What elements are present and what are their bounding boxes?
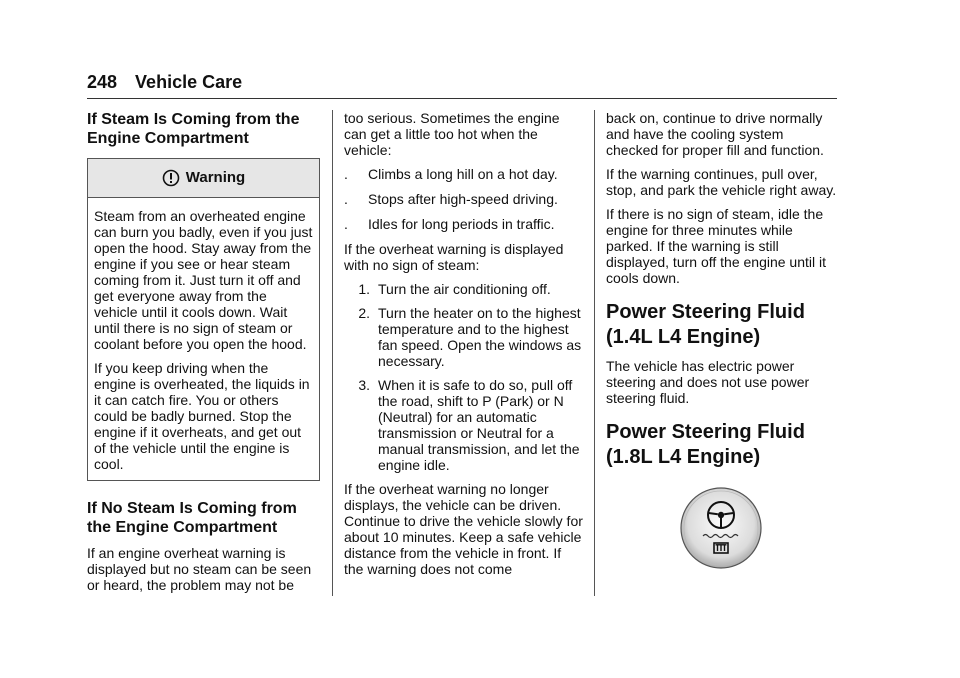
power-steering-fluid-cap-icon — [679, 486, 763, 570]
body-paragraph: If the warning continues, pull over, stop, and park the vehicle right away. — [606, 166, 837, 198]
body-paragraph: If an engine overheat warning is displayed but no steam can be seen or heard, the problem may not be — [87, 545, 312, 593]
column-divider-1 — [332, 110, 333, 596]
body-paragraph: back on, continue to drive normally and have the cooling system checked for proper fill and function. — [606, 110, 824, 158]
step-number: 1. — [358, 281, 370, 297]
step-item — [344, 377, 584, 473]
body-paragraph: If the overheat warning is displayed with no sign of steam: — [344, 241, 564, 273]
warning-title-bar — [88, 159, 319, 198]
warning-box — [87, 158, 320, 481]
warning-paragraph: Steam from an overheated engine can burn you badly, even if you just open the hood. Stay away from the engine if you see or hear steam coming from it. Just turn it off and get everyone away from the vehicle until it cools down. Wait until there is no sign of steam or coolant before you open the hood. — [94, 208, 313, 352]
bullet: . — [344, 216, 348, 232]
list-item-text: Climbs a long hill on a hot day. — [368, 166, 558, 182]
step-text: Turn the heater on to the highest temperature and to the highest fan speed. Open the windows as necessary. — [378, 305, 582, 369]
step-text: Turn the air conditioning off. — [378, 281, 551, 297]
column-1 — [87, 110, 322, 601]
body-paragraph: If there is no sign of steam, idle the engine for three minutes while parked. If the warning is still displayed, turn off the engine until it cools down. — [606, 206, 827, 286]
heading-power-steering-1-8l: Power Steering Fluid (1.8L L4 Engine) — [606, 421, 805, 468]
list-item — [344, 191, 584, 207]
list-item-text: Idles for long periods in traffic. — [368, 216, 555, 232]
column-2 — [344, 110, 584, 585]
body-paragraph: The vehicle has electric power steering and does not use power steering fluid. — [606, 358, 810, 406]
warning-icon — [162, 169, 180, 187]
warning-body — [88, 198, 319, 472]
body-paragraph: If the overheat warning no longer displays, the vehicle can be driven. Continue to drive the vehicle slowly for about 10 minutes. Keep a safe vehicle distance from the vehicle in front. If the warning does not come — [344, 481, 583, 577]
step-number: 3. — [358, 377, 370, 393]
list-item-text: Stops after high-speed driving. — [368, 191, 558, 207]
page-number: 248 — [87, 72, 118, 92]
body-paragraph: too serious. Sometimes the engine can get a little too hot when the vehicle: — [344, 110, 560, 158]
section-title: Vehicle Care — [135, 72, 243, 92]
warning-paragraph: If you keep driving when the engine is overheated, the liquids in it can catch fire. You or others could be badly burned. Stop the engine if it overheats, and get out of the vehicle until the engine is cool. — [94, 360, 310, 472]
power-steering-cap-figure — [679, 486, 837, 573]
list-item — [344, 166, 584, 182]
column-3 — [606, 110, 837, 573]
step-item — [344, 281, 584, 297]
header-rule — [87, 98, 837, 99]
step-number: 2. — [358, 305, 370, 321]
step-text: When it is safe to do so, pull off the road, shift to P (Park) or N (Neutral) for an automatic transmission or Neutral for a manual transmission, and let the engine idle. — [378, 377, 580, 473]
page-header — [87, 72, 242, 93]
warning-title: Warning — [185, 169, 246, 186]
bullet: . — [344, 166, 348, 182]
heading-no-steam: If No Steam Is Coming from the Engine Compartment — [87, 500, 297, 536]
heading-power-steering-1-4l: Power Steering Fluid (1.4L L4 Engine) — [606, 301, 805, 348]
heading-steam: If Steam Is Coming from the Engine Compartment — [87, 111, 300, 147]
step-item — [344, 305, 584, 369]
bullet: . — [344, 191, 348, 207]
list-item — [344, 216, 584, 232]
column-divider-2 — [594, 110, 595, 596]
